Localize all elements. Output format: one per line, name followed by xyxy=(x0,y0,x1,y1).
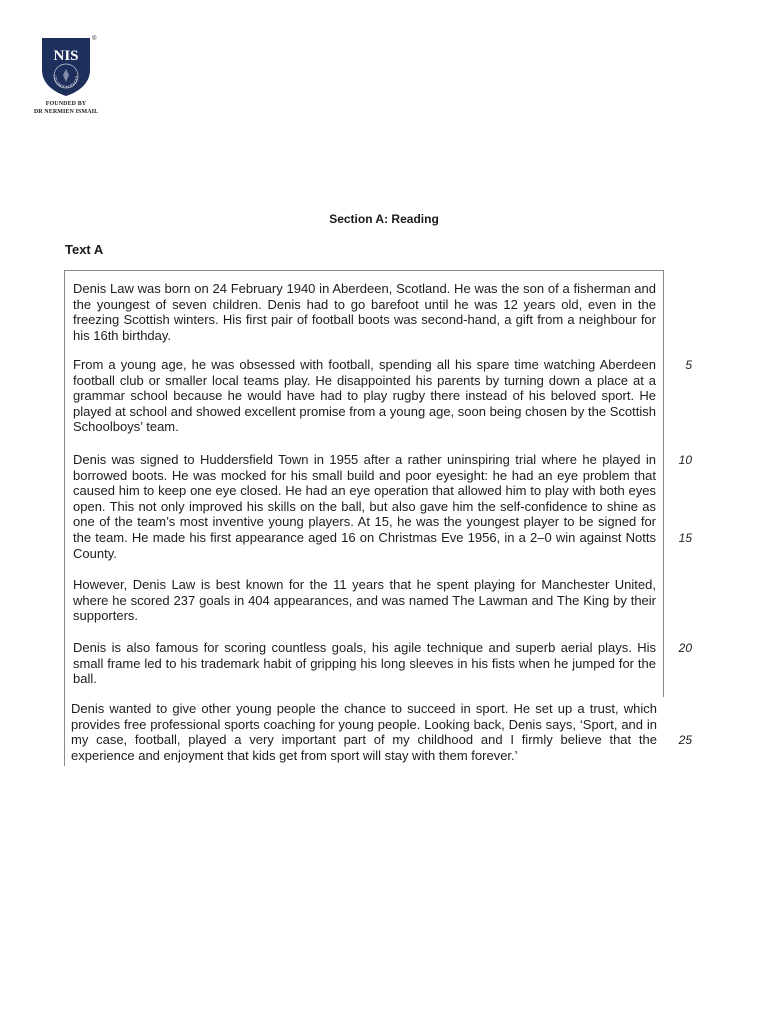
passage-paragraph-3: Denis was signed to Huddersfield Town in 1955 after a rather uninspiring trial where he played in borrowed boots. He was mocked for his small build and poor eyesight: he had an eye problem that caused him to keep one eye closed. He had an eye operation that allowed him to play with both eyes open. This not only improved his skills on the ball, but also gave him the self-confidence to shine as one of the team’s most inventive young players. At 15, he was the youngest player to be signed for the team. He made his first appearance aged 16 on Christmas Eve 1956, in a 2–0 win against Notts County. xyxy=(73,452,656,561)
text-label: Text A xyxy=(65,242,104,257)
registered-mark: ® xyxy=(92,36,97,42)
nis-shield-icon xyxy=(40,36,92,98)
line-number-10: 10 xyxy=(678,453,692,467)
line-number-25: 25 xyxy=(678,733,692,747)
section-title: Section A: Reading xyxy=(329,212,439,226)
line-number-5: 5 xyxy=(685,358,692,372)
line-number-20: 20 xyxy=(678,641,692,655)
passage-paragraph-2: From a young age, he was obsessed with football, spending all his spare time watching Aberdeen football club or smaller local teams play. He disappointed his parents by turning down a place at a grammar school because he would have had to play rugby there instead of his beloved sport. He played at school and showed excellent promise from a young age, soon being chosen by the Scottish Schoolboys’ team. xyxy=(73,357,656,435)
passage-paragraph-6: Denis wanted to give other young people the chance to succeed in sport. He set up a trust, which provides free professional sports coaching for young people. Looking back, Denis says, ‘Sport, and in my case, football, played a very important part of my childhood and I firmly believe that the experience and enjoyment that kids get from sport will stay with them forever.’ xyxy=(71,701,657,763)
logo-motto: CELLENCE IN EDUCATI xyxy=(52,75,80,90)
passage-paragraph-5: Denis is also famous for scoring countless goals, his agile technique and superb aerial plays. His small frame led to his trademark habit of gripping his long sleeves in his fists when he jumped for the ball. xyxy=(73,640,656,687)
passage-paragraph-1: Denis Law was born on 24 February 1940 in Aberdeen, Scotland. He was the son of a fisherman and the youngest of seven children. Denis had to go barefoot until he was 12 years old, even in the freezing Scottish winters. His first pair of football boots was second-hand, a gift from a neighbour for his 16th birthday. xyxy=(73,281,656,343)
founded-line-2: DR NERMIEN ISMAIL xyxy=(33,108,99,115)
founded-line-1: FOUNDED BY xyxy=(45,101,87,107)
logo-acronym: NIS xyxy=(53,48,79,64)
line-number-15: 15 xyxy=(678,531,692,545)
founded-by-text xyxy=(26,101,106,116)
passage-paragraph-4: However, Denis Law is best known for the 11 years that he spent playing for Manchester United, where he scored 237 goals in 404 appearances, and was named The Lawman and The King by their supporters. xyxy=(73,577,656,624)
